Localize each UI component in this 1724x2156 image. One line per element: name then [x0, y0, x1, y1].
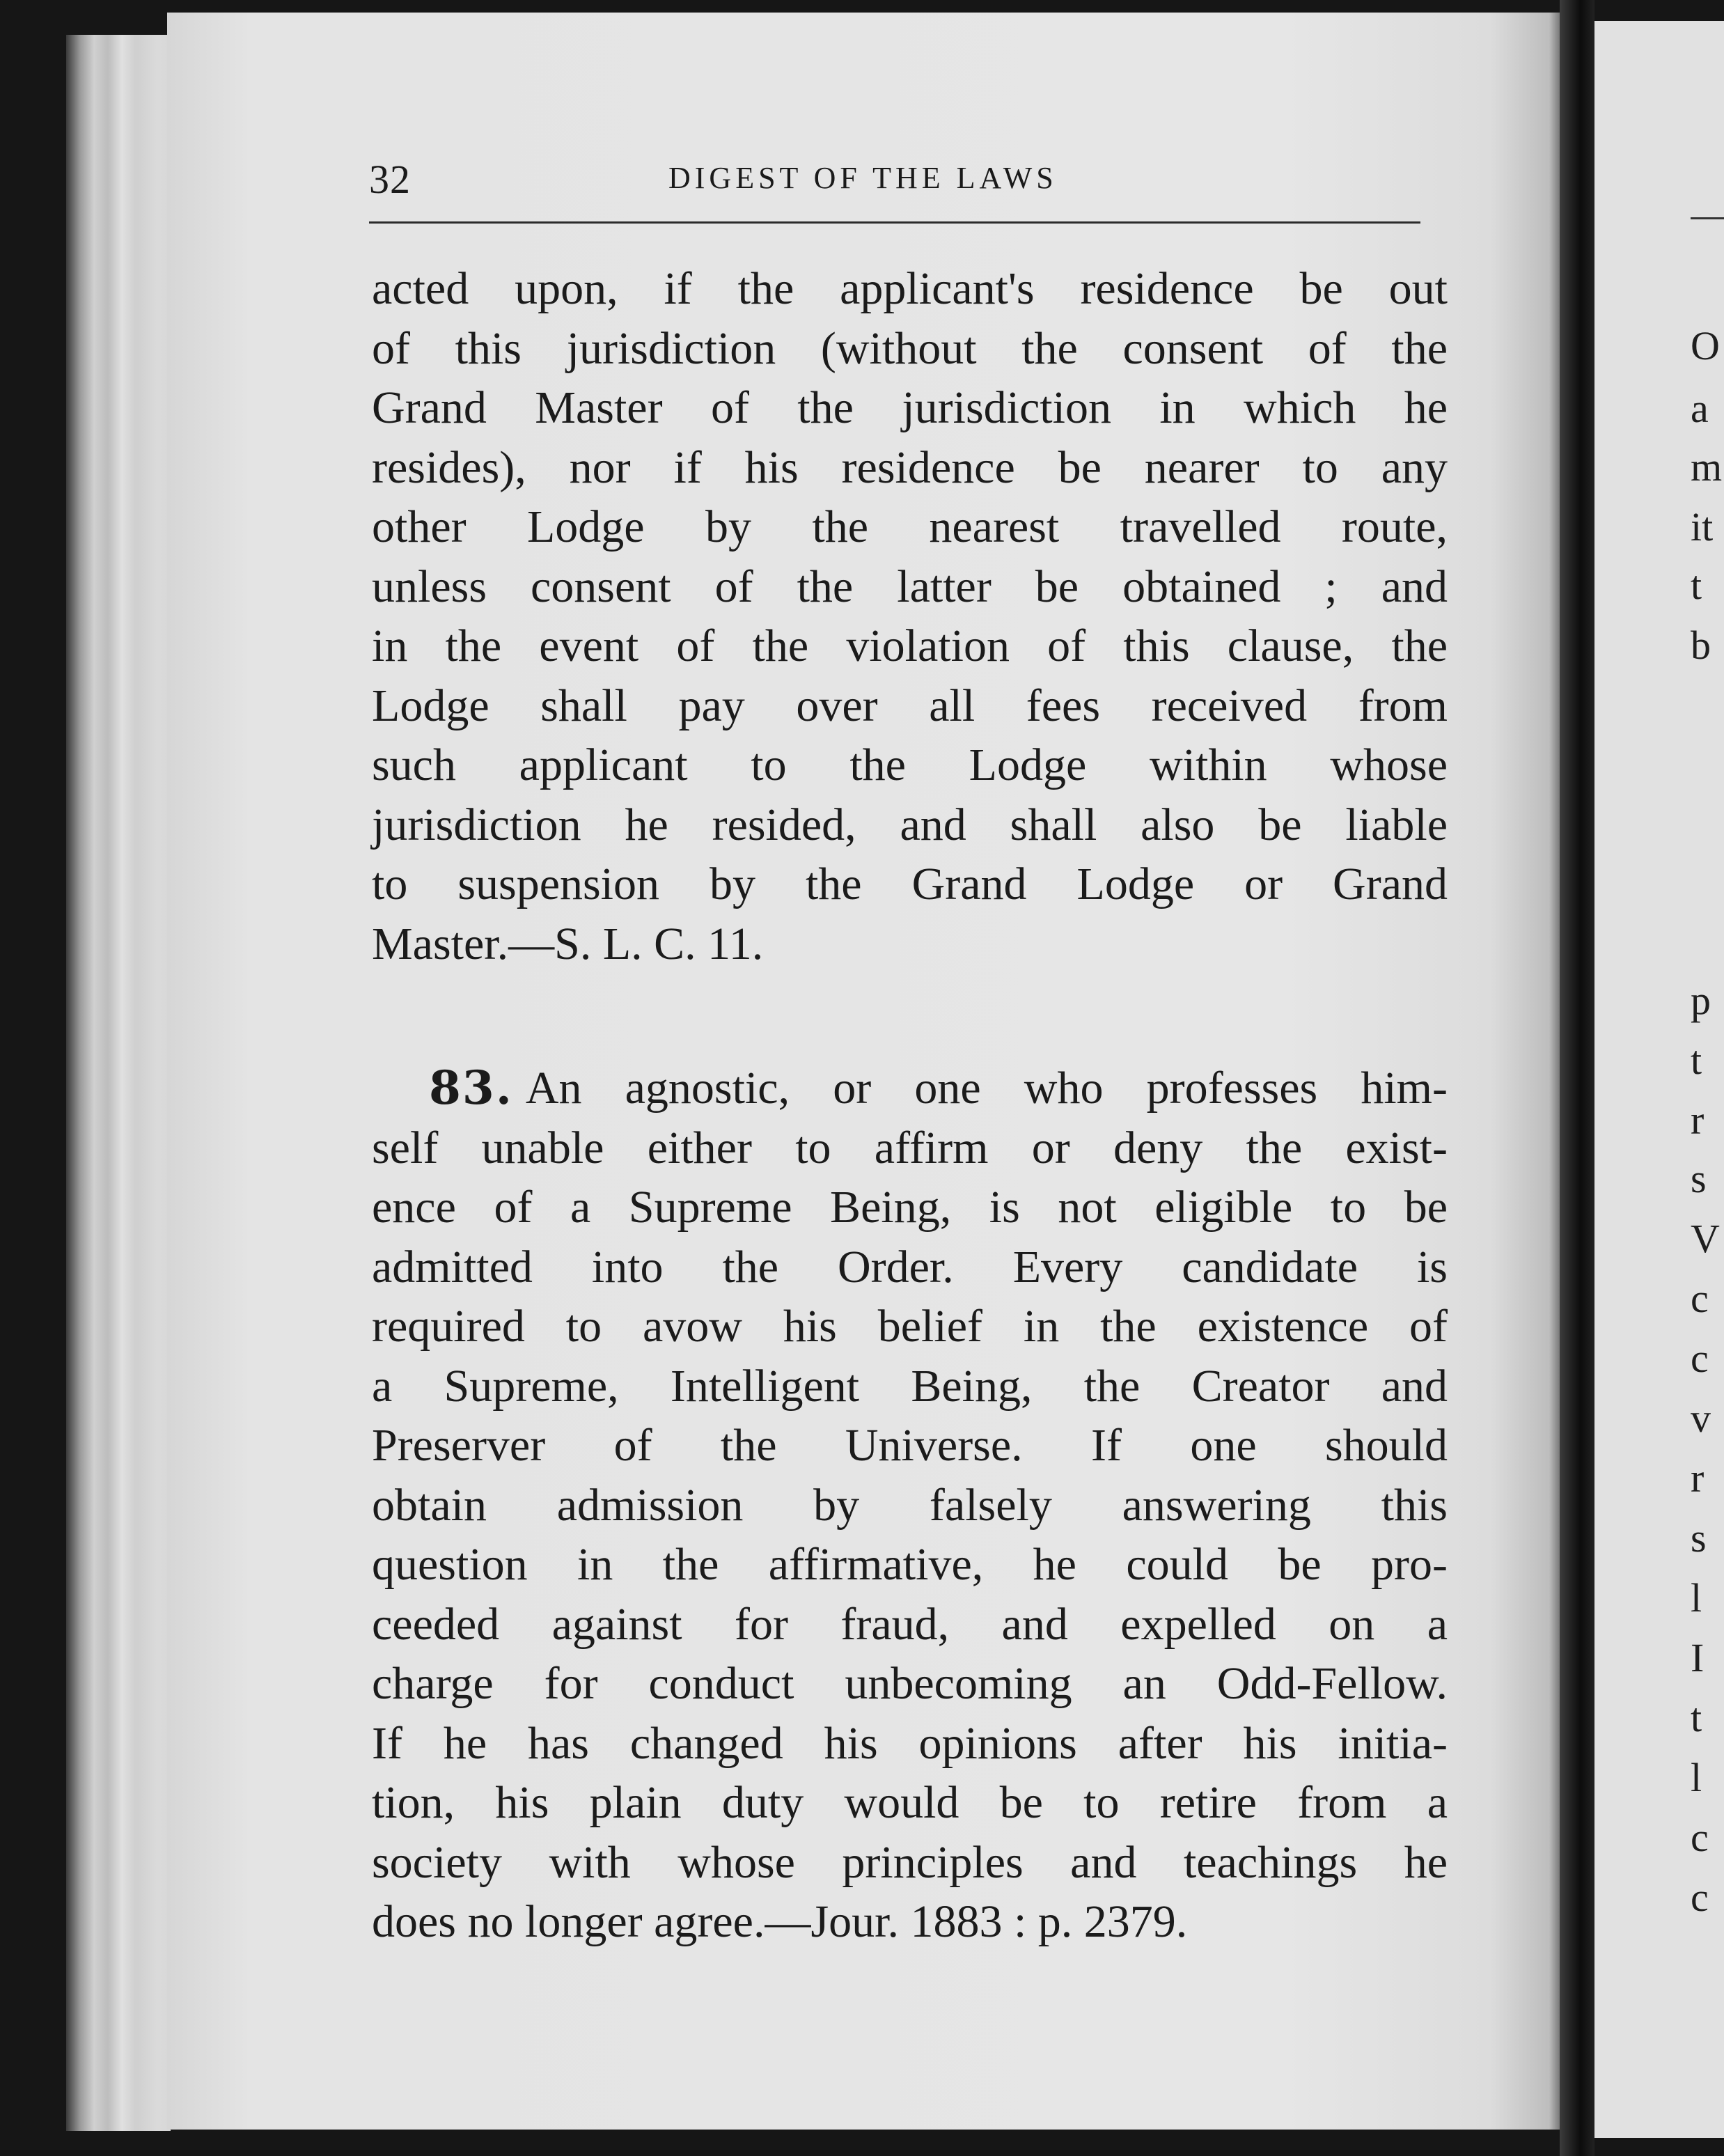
facing-letter: t	[1691, 1038, 1702, 1083]
facing-letter: r	[1691, 1097, 1705, 1143]
facing-letter: l	[1691, 1575, 1702, 1620]
facing-letter: b	[1691, 623, 1711, 668]
facing-letter: c	[1691, 1875, 1709, 1920]
text-line-first	[372, 1059, 1448, 1118]
running-header	[369, 156, 1420, 205]
text-line: a Supreme, Intelligent Being, the Creator and	[372, 1360, 1448, 1412]
text-line: tion, his plain duty would be to retire from a	[372, 1777, 1448, 1828]
text-line: required to avow his belief in the existence of	[372, 1301, 1448, 1352]
text-line: does no longer agree.—Jour. 1883 : p. 2379.	[372, 1896, 1188, 1947]
text-line: to suspension by the Grand Lodge or Grand	[372, 859, 1448, 909]
text-line: admitted into the Order. Every candidate is	[372, 1241, 1448, 1292]
text-line: unless consent of the latter be obtained ; and	[372, 561, 1448, 612]
facing-letter: it	[1691, 504, 1714, 549]
text-line: obtain admission by falsely answering this	[372, 1479, 1448, 1531]
text-line: other Lodge by the nearest travelled route,	[372, 501, 1448, 552]
facing-letter: m	[1691, 444, 1723, 490]
text-line: Master.—S. L. C. 11.	[372, 918, 764, 969]
facing-letter: c	[1691, 1336, 1709, 1381]
text-line: in the event of the violation of this clause, the	[372, 620, 1448, 671]
book-gutter	[1560, 0, 1594, 2156]
text-line: question in the affirmative, he could be pro-	[372, 1539, 1448, 1590]
facing-letter: s	[1691, 1515, 1707, 1561]
text-line: If he has changed his opinions after his initia-	[372, 1717, 1448, 1769]
text-line: jurisdiction he resided, and shall also be liable	[372, 799, 1448, 850]
facing-letter: c	[1691, 1815, 1709, 1860]
text-line-first-text: An agnostic, or one who professes him-	[525, 1063, 1448, 1114]
text-line: acted upon, if the applicant's residence be out	[372, 263, 1448, 314]
text-line: society with whose principles and teachings he	[372, 1836, 1448, 1888]
page-number: 32	[369, 157, 411, 202]
facing-letter: a	[1691, 386, 1709, 431]
facing-page-text-fragments	[1691, 0, 1724, 2156]
text-line: Preserver of the Universe. If one should	[372, 1420, 1448, 1471]
facing-letter: v	[1691, 1396, 1711, 1441]
page-body	[372, 259, 1448, 1952]
facing-letter: V	[1691, 1216, 1720, 1261]
paragraph-spacer	[372, 974, 1448, 1059]
page-edges	[66, 35, 171, 2131]
text-line: charge for conduct unbecoming an Odd-Fellow.	[372, 1658, 1448, 1709]
text-line: such applicant to the Lodge within whose	[372, 740, 1448, 790]
text-line: ceeded against for fraud, and expelled on a	[372, 1598, 1448, 1650]
facing-letter: p	[1691, 978, 1711, 1023]
facing-letter: O	[1691, 323, 1720, 368]
facing-letter: t	[1691, 1695, 1702, 1740]
facing-letter: c	[1691, 1276, 1709, 1321]
header-rule	[369, 221, 1420, 224]
facing-letter: l	[1691, 1755, 1702, 1800]
facing-letter: r	[1691, 1455, 1705, 1501]
text-line: ence of a Supreme Being, is not eligible to be	[372, 1182, 1448, 1233]
section-83	[372, 1059, 1448, 1952]
facing-letter: s	[1691, 1156, 1707, 1201]
text-line: self unable either to affirm or deny the exist-	[372, 1122, 1448, 1173]
section-number: 83.	[429, 1061, 513, 1115]
facing-letter: t	[1691, 563, 1702, 608]
running-title: DIGEST OF THE LAWS	[668, 161, 1058, 195]
text-line: Lodge shall pay over all fees received from	[372, 680, 1448, 731]
text-line: resides), nor if his residence be nearer to any	[372, 442, 1448, 493]
facing-letter: I	[1691, 1635, 1705, 1680]
paragraph-continued	[372, 259, 1448, 974]
text-line: Grand Master of the jurisdiction in which he	[372, 382, 1448, 433]
text-line: of this jurisdiction (without the consent of the	[372, 322, 1448, 374]
